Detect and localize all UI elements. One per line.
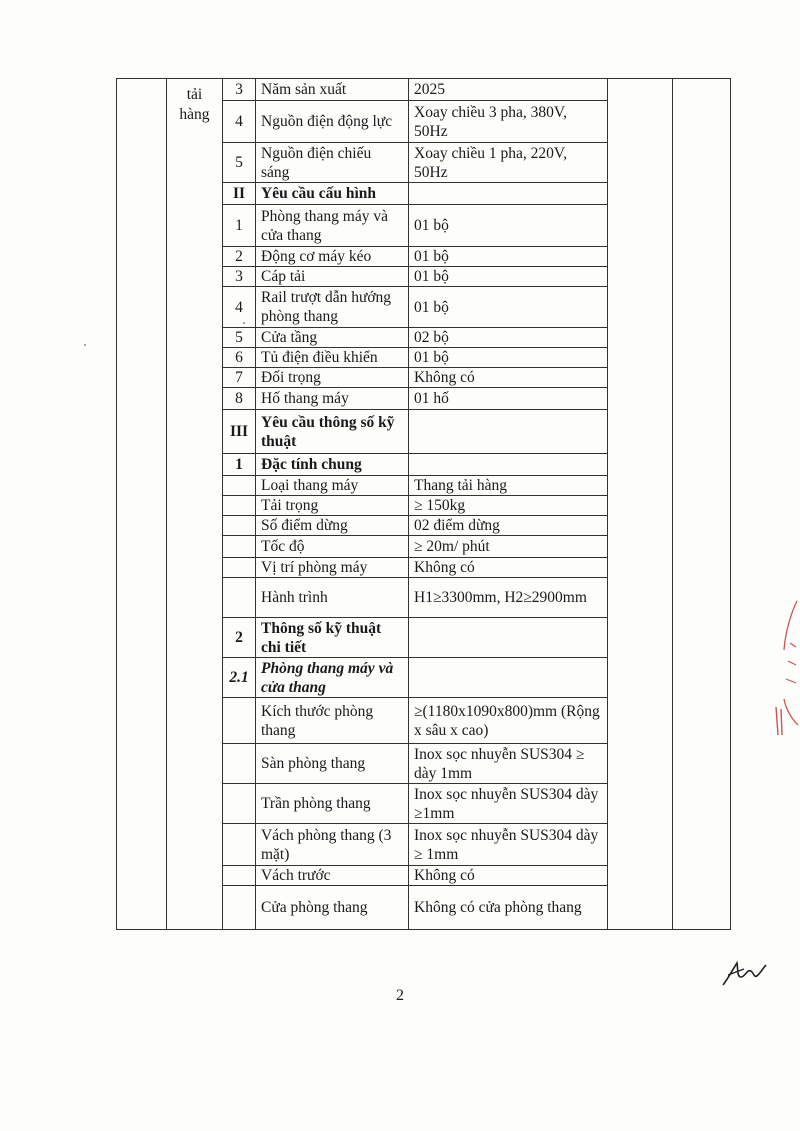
row-number (223, 558, 256, 578)
item-value: Inox sọc nhuyễn SUS304 dày ≥1mm (409, 784, 608, 824)
outer-stt-cell (117, 79, 167, 930)
row-number: 1 (223, 205, 256, 247)
row-number (223, 516, 256, 536)
item-value: 2025 (409, 79, 608, 101)
notes-cell-b (673, 79, 731, 930)
row-number: II (223, 183, 256, 205)
spec-table (116, 78, 731, 930)
row-number: 5 (223, 143, 256, 183)
row-number: 4 (223, 287, 256, 328)
row-number: 2 (223, 247, 256, 267)
item-name: Phòng thang máy và cửa thang (256, 658, 409, 698)
item-name: Đặc tính chung (256, 454, 409, 476)
category-label: tải (186, 86, 203, 103)
row-number (223, 886, 256, 930)
row-number: 3 (223, 267, 256, 287)
item-value (409, 454, 608, 476)
item-name: Loại thang máy (256, 476, 409, 496)
item-name: Tải trọng (256, 496, 409, 516)
scan-speck (84, 344, 86, 346)
item-value (409, 618, 608, 658)
item-name: Thông số kỹ thuật chi tiết (256, 618, 409, 658)
row-number: 8 (223, 388, 256, 410)
row-number: 5 (223, 328, 256, 348)
category-label: hàng (179, 106, 210, 123)
item-name: Năm sản xuất (256, 79, 409, 101)
row-number: 2 (223, 618, 256, 658)
item-name: Nguồn điện động lực (256, 101, 409, 143)
item-name: Vách phòng thang (3 mặt) (256, 824, 409, 866)
row-number (223, 744, 256, 784)
item-value: ≥(1180x1090x800)mm (Rộng x sâu x cao) (409, 698, 608, 744)
row-number (223, 496, 256, 516)
item-name: Cửa tầng (256, 328, 409, 348)
scan-speck (243, 322, 245, 324)
item-name: Số điểm dừng (256, 516, 409, 536)
item-value: Không có cửa phòng thang (409, 886, 608, 930)
item-name: Hố thang máy (256, 388, 409, 410)
item-value: Xoay chiều 3 pha, 380V, 50Hz (409, 101, 608, 143)
row-number (223, 578, 256, 618)
page-number: 2 (396, 987, 404, 1004)
row-number: 3 (223, 79, 256, 101)
row-number: 6 (223, 348, 256, 368)
item-value: 01 bộ (409, 205, 608, 247)
item-value: Xoay chiều 1 pha, 220V, 50Hz (409, 143, 608, 183)
item-value: Inox sọc nhuyễn SUS304 dày ≥ 1mm (409, 824, 608, 866)
item-value: 01 bộ (409, 348, 608, 368)
item-name: Vị trí phòng máy (256, 558, 409, 578)
item-name: Yêu cầu thông số kỹ thuật (256, 410, 409, 454)
notes-cell-a (608, 79, 673, 930)
item-name: Sàn phòng thang (256, 744, 409, 784)
row-number (223, 784, 256, 824)
item-value: Không có (409, 558, 608, 578)
item-name: Trần phòng thang (256, 784, 409, 824)
red-stamp-fragment (770, 595, 800, 745)
item-name: Yêu cầu cấu hình (256, 183, 409, 205)
row-number (223, 866, 256, 886)
row-number: 4 (223, 101, 256, 143)
row-number (223, 476, 256, 496)
item-value: ≥ 150kg (409, 496, 608, 516)
signature-mark (720, 955, 768, 989)
item-name: Tủ điện điều khiển (256, 348, 409, 368)
item-name: Cáp tải (256, 267, 409, 287)
spec-table-body (117, 79, 731, 930)
row-number (223, 824, 256, 866)
table-row (117, 79, 731, 101)
item-value: 02 bộ (409, 328, 608, 348)
item-name: Tốc độ (256, 536, 409, 558)
item-value (409, 410, 608, 454)
item-value: Inox sọc nhuyễn SUS304 ≥ dày 1mm (409, 744, 608, 784)
item-value (409, 183, 608, 205)
item-name: Rail trượt dẫn hướng phòng thang (256, 287, 409, 328)
item-value: Không có (409, 866, 608, 886)
item-value: 02 điểm dừng (409, 516, 608, 536)
item-name: Nguồn điện chiếu sáng (256, 143, 409, 183)
row-number (223, 698, 256, 744)
item-name: Cửa phòng thang (256, 886, 409, 930)
item-value: 01 bộ (409, 247, 608, 267)
item-value: 01 hố (409, 388, 608, 410)
item-name: Phòng thang máy và cửa thang (256, 205, 409, 247)
item-name: Hành trình (256, 578, 409, 618)
item-value: 01 bộ (409, 267, 608, 287)
item-value: Không có (409, 368, 608, 388)
item-name: Đối trọng (256, 368, 409, 388)
row-number (223, 536, 256, 558)
row-number: III (223, 410, 256, 454)
item-value: Thang tải hàng (409, 476, 608, 496)
item-value: ≥ 20m/ phút (409, 536, 608, 558)
item-value (409, 658, 608, 698)
row-number: 1 (223, 454, 256, 476)
category-cell (167, 79, 223, 930)
item-value: H1≥3300mm, H2≥2900mm (409, 578, 608, 618)
item-value: 01 bộ (409, 287, 608, 328)
item-name: Vách trước (256, 866, 409, 886)
item-name: Động cơ máy kéo (256, 247, 409, 267)
row-number: 7 (223, 368, 256, 388)
row-number: 2.1 (223, 658, 256, 698)
item-name: Kích thước phòng thang (256, 698, 409, 744)
